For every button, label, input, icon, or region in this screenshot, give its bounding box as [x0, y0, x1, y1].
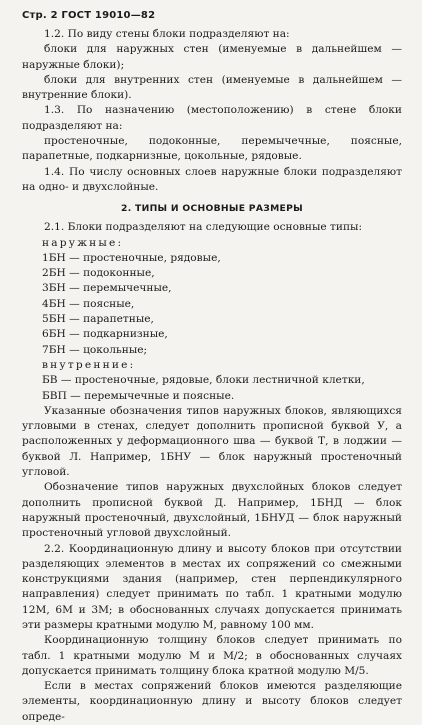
paragraph: Координационную толщину блоков следует принимать по табл. 1 кратными модулю М и М/2; в обоснованных случаях допускается принимать толщину блока кратной модулю М/5.: [22, 634, 402, 677]
paragraph: простеночные, подоконные, перемычечные, поясные, парапетные, подкарнизные, цокольные, рядовые.: [22, 135, 402, 163]
page-header: Стр. 2 ГОСТ 19010—82: [22, 10, 156, 21]
paragraph: блоки для внутренних стен (именуемые в дальнейшем — внутренние блоки).: [22, 73, 402, 102]
outer-types-label: наружные:: [42, 236, 124, 249]
list-item: 5БН — парапетные,: [42, 313, 154, 326]
paragraph: блоки для наружных стен (именуемые в дальнейшем — наружные блоки);: [22, 43, 402, 71]
paragraph: Обозначение типов наружных двухслойных блоков следует дополнить прописной буквой Д. Например, 1БНД — блок наружный простеночный, двухслойный, 1БНУД — блок наружный простеночный угловой двухслойный.: [22, 481, 402, 540]
paragraph: 1.2. По виду стены блоки подразделяют на:: [44, 28, 290, 40]
list-item: 4БН — поясные,: [42, 297, 135, 310]
list-item: 1БН — простеночные, рядовые,: [42, 251, 221, 264]
inner-types-label: внутренние:: [42, 358, 136, 371]
list-item: 2БН — подоконные,: [42, 267, 155, 280]
list-item: БВ — простеночные, рядовые, блоки лестничной клетки,: [42, 374, 365, 387]
paragraph: 2.1. Блоки подразделяют на следующие основные типы:: [44, 221, 363, 234]
paragraph: 2.2. Координационную длину и высоту блоков при отсутствии разделяющих элементов в местах их сопряжений со смежными конструкциями здания (например, стен перпендикулярного направления) следует принимать по табл. 1 кратными модулю 12М, 6М и 3М; в обоснованных случаях допускается принимать эти размеры кратными модулю М, равному 100 мм.: [22, 542, 402, 631]
paragraph: 1.3. По назначению (местоположению) в стене блоки подразделяют на:: [22, 104, 402, 132]
list-item: 7БН — цокольные;: [42, 343, 148, 356]
paragraph: 1.4. По числу основных слоев наружные блоки подразделяют на одно- и двухслойные.: [22, 165, 402, 193]
paragraph: Если в местах сопряжений блоков имеются разделяющие элементы, координационную длину и высоту блоков следует опреде-: [22, 680, 402, 723]
paragraph: Указанные обозначения типов наружных блоков, являющихся угловыми в стенах, следует дополнить прописной буквой У, а расположенных у деформационного шва — буквой Т, в лоджии — буквой Л. Например, 1БНУ — блок наружный простеночный угловой.: [22, 404, 402, 479]
list-item: 3БН — перемычечные,: [42, 282, 172, 295]
section-title: 2. ТИПЫ И ОСНОВНЫЕ РАЗМЕРЫ: [121, 203, 303, 215]
list-item: 6БН — подкарнизные,: [42, 328, 168, 341]
document-page: [22, 10, 402, 725]
list-item: БВП — перемычечные и поясные.: [42, 389, 235, 402]
